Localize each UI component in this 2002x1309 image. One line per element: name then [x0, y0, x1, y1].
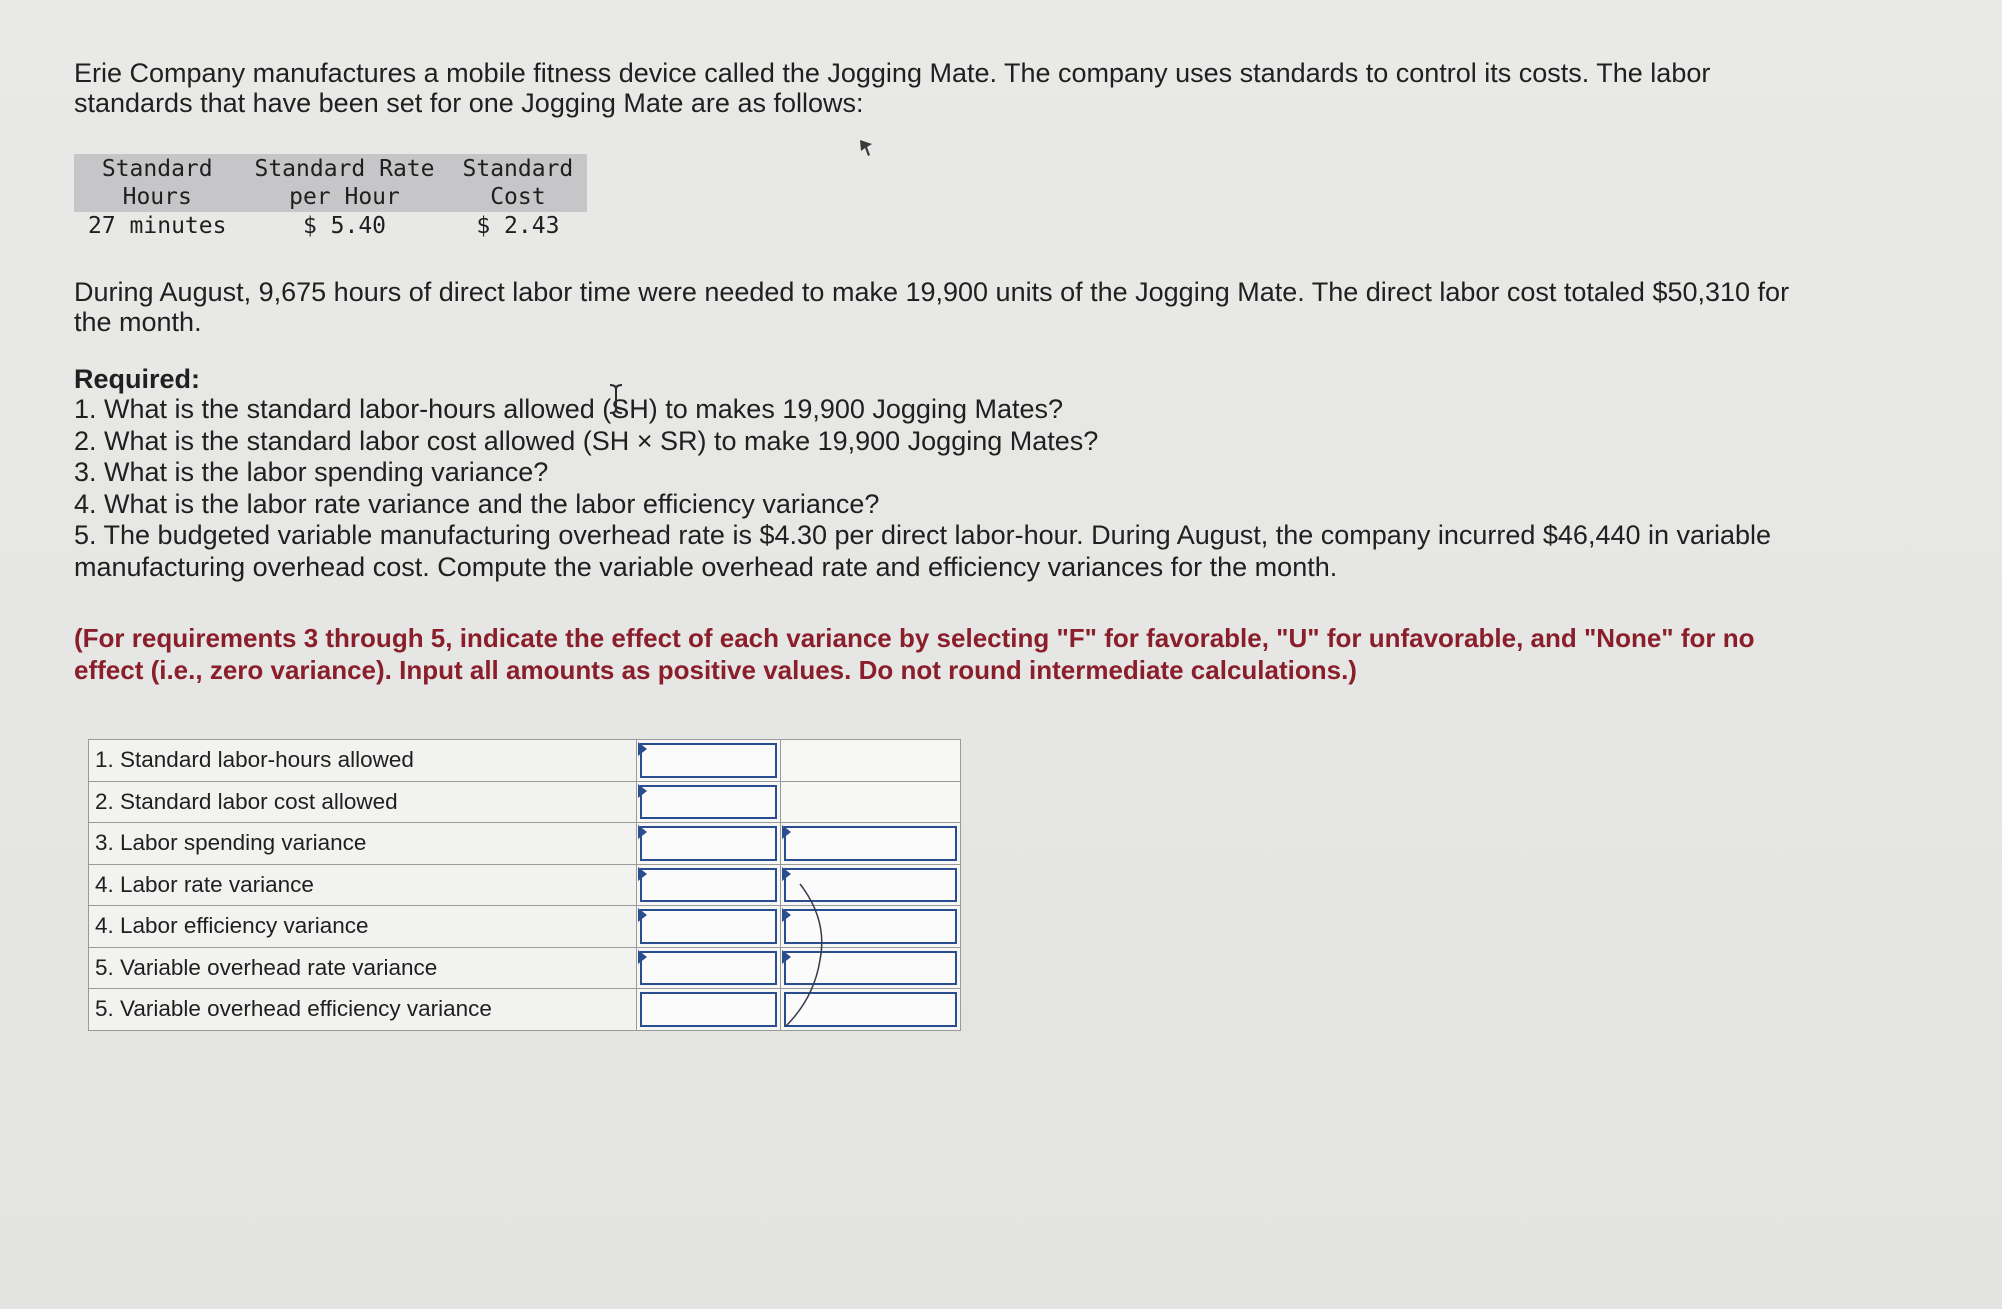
text-cursor-icon	[608, 383, 624, 415]
effect-cell	[781, 823, 961, 865]
amount-input[interactable]	[640, 868, 777, 903]
standards-value-row	[74, 212, 587, 240]
amount-cell	[637, 947, 781, 989]
august-paragraph: During August, 9,675 hours of direct labor time were needed to make 19,900 units of the Jogging Mate. The direct labor cost totaled $50,310 for the month.	[74, 277, 1790, 337]
effect-select[interactable]	[784, 826, 957, 861]
mouse-pointer-icon	[858, 138, 874, 160]
amount-cell	[637, 823, 781, 865]
amount-cell	[637, 906, 781, 948]
answer-row	[89, 823, 961, 865]
required-item: 5. The budgeted variable manufacturing overhead rate is $4.30 per direct labor-hour. During August, the company incurred $46,440 in variable manufacturing overhead cost. Compute the variable overhead rate and efficiency variances for the month.	[74, 520, 1772, 582]
amount-cell	[637, 864, 781, 906]
header-standard-hours: Standard Hours	[74, 154, 240, 212]
amount-input[interactable]	[640, 785, 777, 820]
answer-row-label: 4. Labor efficiency variance	[89, 906, 637, 948]
standard-rate-value: $ 5.40	[302, 213, 387, 239]
required-section	[74, 364, 1794, 583]
input-marker-icon	[638, 908, 647, 922]
pen-stroke-mark	[780, 880, 840, 1030]
standard-cost-value: $ 2.43	[476, 213, 560, 239]
input-marker-icon	[638, 784, 647, 798]
answer-row-label: 5. Variable overhead efficiency variance	[89, 989, 637, 1031]
input-marker-icon	[638, 867, 647, 881]
answer-row-label: 2. Standard labor cost allowed	[89, 781, 637, 823]
required-item: 2. What is the standard labor cost allowed (SH × SR) to make 19,900 Jogging Mates?	[74, 425, 1099, 456]
answer-row-label: 5. Variable overhead rate variance	[89, 947, 637, 989]
header-standard-rate: Standard Rate per Hour	[240, 154, 448, 212]
amount-input[interactable]	[640, 743, 777, 778]
required-title: Required:	[74, 364, 201, 394]
amount-input[interactable]	[640, 951, 777, 986]
effect-cell-empty	[781, 740, 961, 782]
labor-standards-table	[74, 154, 587, 240]
standards-header-row	[74, 154, 587, 212]
required-list	[74, 394, 1794, 583]
input-marker-icon	[638, 950, 647, 964]
amount-input[interactable]	[640, 992, 777, 1027]
header-standard-cost: Standard Cost	[449, 154, 588, 212]
amount-cell	[637, 740, 781, 782]
amount-input[interactable]	[640, 909, 777, 944]
intro-paragraph: Erie Company manufactures a mobile fitness device called the Jogging Mate. The company uses standards to control its costs. The labor standards that have been set for one Jogging Mate are as follows:	[74, 58, 1711, 118]
required-item: 4. What is the labor rate variance and the labor efficiency variance?	[74, 488, 880, 519]
amount-cell	[637, 989, 781, 1031]
input-marker-icon	[638, 742, 647, 756]
required-item: 1. What is the standard labor-hours allowed (SH) to makes 19,900 Jogging Mates?	[74, 394, 1064, 424]
standard-hours-value: 27 minutes	[88, 213, 227, 239]
answer-row-label: 4. Labor rate variance	[89, 864, 637, 906]
effect-cell-empty	[781, 781, 961, 823]
dropdown-marker-icon	[782, 825, 791, 839]
required-item: 3. What is the labor spending variance?	[74, 457, 549, 487]
answer-row	[89, 740, 961, 782]
answer-row-label: 3. Labor spending variance	[89, 823, 637, 865]
instructions-paragraph: (For requirements 3 through 5, indicate the effect of each variance by selecting "F" for favorable, "U" for unfavorable, and "None" for no effect (i.e., zero variance). Input all amounts as positive values. Do not round intermediate calculations.)	[74, 623, 1755, 685]
amount-cell	[637, 781, 781, 823]
dropdown-marker-icon	[782, 867, 791, 881]
amount-input[interactable]	[640, 826, 777, 861]
input-marker-icon	[638, 825, 647, 839]
answer-row-label: 1. Standard labor-hours allowed	[89, 740, 637, 782]
answer-row	[89, 781, 961, 823]
